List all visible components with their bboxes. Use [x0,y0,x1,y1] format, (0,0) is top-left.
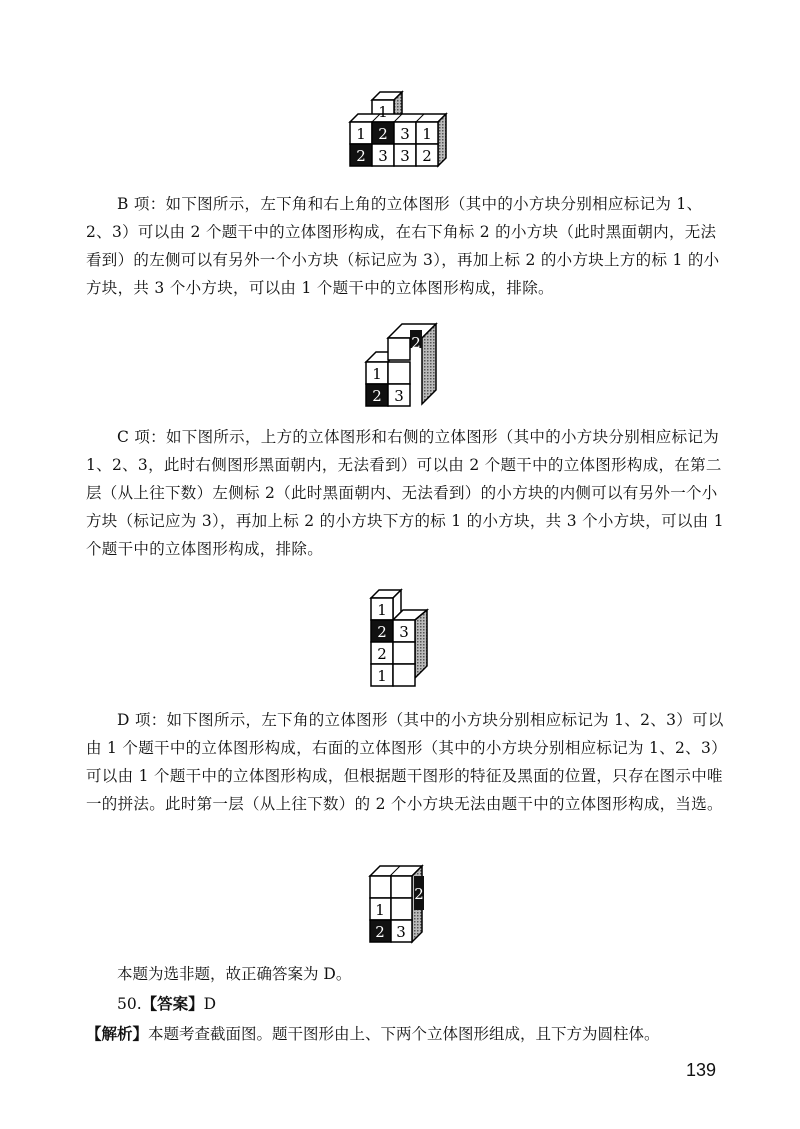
analysis-text: 本题考查截面图。题干图形由上、下两个立体图形组成，且下方为圆柱体。 [148,1025,660,1043]
cube-label: 1 [375,901,385,919]
cube-label: 3 [399,623,409,641]
cube-label: 2 [377,645,387,663]
cube-label: 3 [378,147,388,165]
cube-label: 2 [356,147,366,165]
answer-line [117,992,216,1014]
cube-label: 1 [377,667,387,685]
cube-label: 2 [378,125,388,143]
option-c-paragraph: C 项：如下图所示，上方的立体图形和右侧的立体图形（其中的小方块分别相应标记为 1、2、3，此时右侧图形黑面朝内，无法看到）可以由 2 个题干中的立体图形构成，在第二层（从上往下数）左侧标 2（此时黑面朝内、无法看到）的小方块的内侧可以有另外一个小方块（标记应为 3），再加上标 2 的小方块下方的标 1 的小方块，共 3 个小方块，可以由 1 个题干中的立体图形构成，排除。 [86,428,724,558]
option-d-paragraph: D 项：如下图所示，左下角的立体图形（其中的小方块分别相应标记为 1、2、3）可以由 1 个题干中的立体图形构成，右面的立体图形（其中的小方块分别相应标记为 1、2、3）可以由 1 个题干中的立体图形构成，但根据题干图形的特征及黑面的位置，只存在图示中唯一的拼法。此时第一层（从上往下数）的 2 个小方块无法由题干中的立体图形构成，当选。 [86,711,724,813]
figure-c-cubes [358,318,440,418]
cube-label: 3 [394,387,404,405]
question-number: 50. [117,995,142,1013]
answer-label: 【答案】 [141,994,204,1013]
analysis-label: 【解析】 [86,1024,149,1043]
cube-label: 2 [414,885,424,903]
analysis-line [86,1022,660,1044]
cube-label: 1 [422,125,432,143]
cube-label: 2 [375,923,385,941]
answer-value: D [203,995,217,1013]
conclusion-line: 本题为选非题，故正确答案为 D。 [117,965,352,983]
page-number: 139 [685,1060,716,1080]
cube-label: 3 [396,923,406,941]
option-b-paragraph: B 项：如下图所示，左下角和右上角的立体图形（其中的小方块分别相应标记为 1、2、3）可以由 2 个题干中的立体图形构成，在右下角标 2 的小方块（此时黑面朝内，无法看到）的左侧可以有另外一个小方块（标记应为 3），再加上标 2 的小方块上方的标 1 的小方块，共 3 个小方块，可以由 1 个题干中的立体图形构成，排除。 [86,195,720,297]
cube-label: 2 [422,147,432,165]
cube-label: 3 [400,125,410,143]
figure-answer-cubes [360,858,450,950]
cube-label: 2 [411,334,421,352]
cube-label: 3 [400,147,410,165]
cube-label: 2 [372,387,382,405]
cube-label: 1 [378,103,388,121]
cube-label: 1 [356,125,366,143]
cube-label: 1 [377,601,387,619]
cube-label: 2 [377,623,387,641]
cube-label: 1 [372,365,382,383]
figure-b-cubes [340,88,465,180]
figure-d-cubes [363,584,445,690]
